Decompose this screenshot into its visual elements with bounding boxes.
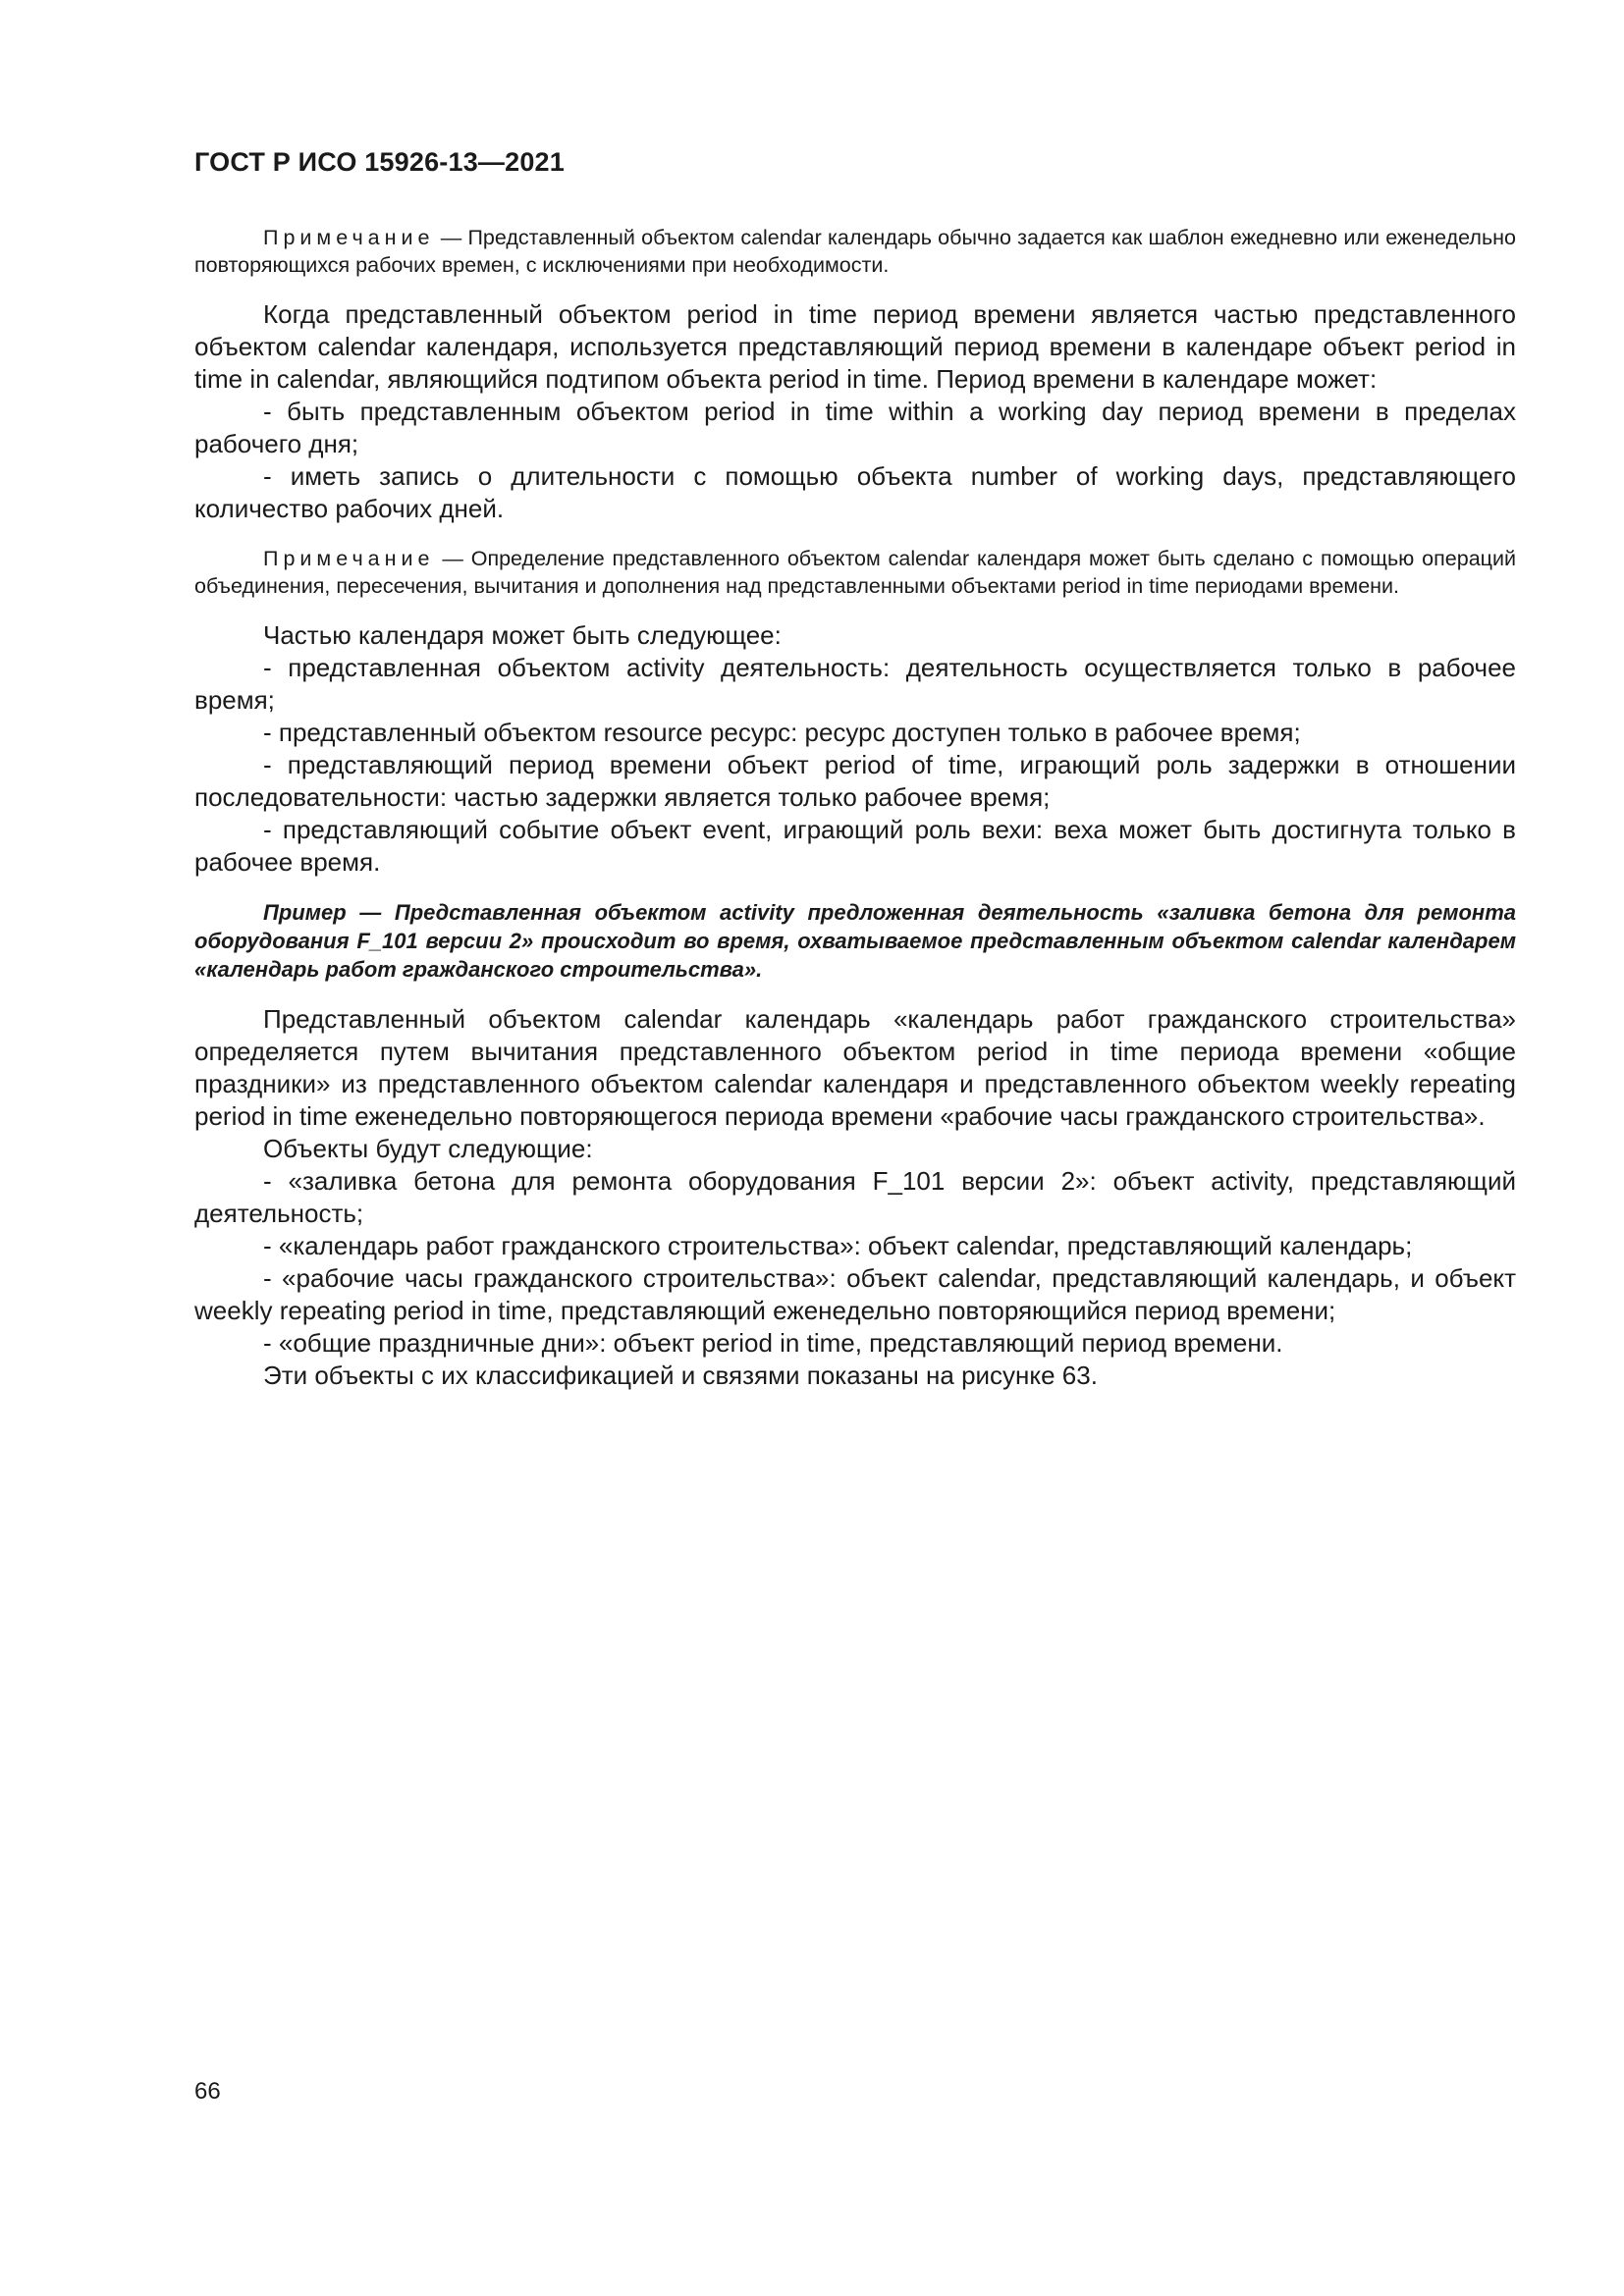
paragraph: Частью календаря может быть следующее: (263, 620, 782, 650)
note-2 (194, 545, 1516, 600)
paragraph: Представленный объектом calendar календарь «календарь работ гражданского строительства» определяется путем вычитания представленного объектом period in time периода времени «общие праздники» из представленного объектом calendar календаря и представленного объектом weekly repeating period in time еженедельно повторяющегося периода времени «рабочие часы гражданского строительства». (194, 1004, 1516, 1131)
paragraph: Объекты будут следующие: (263, 1134, 593, 1163)
list-item: - представленная объектом activity деятельность: деятельность осуществляется только в рабочее время; (194, 653, 1516, 715)
list-item: - представляющий период времени объект period of time, играющий роль задержки в отношении последовательности: частью задержки является только рабочее время; (194, 750, 1516, 812)
list-item: - представленный объектом resource ресурс: ресурс доступен только в рабочее время; (263, 718, 1301, 747)
document-body (194, 224, 1516, 1392)
list-item: - быть представленным объектом period in time within a working day период времени в пределах рабочего дня; (194, 397, 1516, 458)
note-label: Примечание (263, 226, 435, 249)
list-item: - «календарь работ гражданского строительства»: объект calendar, представляющий календарь; (263, 1231, 1413, 1260)
document-header: ГОСТ Р ИСО 15926-13—2021 (194, 147, 565, 177)
list-item: - «рабочие часы гражданского строительства»: объект calendar, представляющий календарь, и объект weekly repeating period in time, представляющий еженедельно повторяющийся период времени; (194, 1263, 1516, 1325)
note-text: — Определение представленного объектом calendar календаря может быть сделано с помощью операций объединения, пересечения, вычитания и дополнения над представленными объектами period in time периодами времени. (194, 547, 1516, 598)
page-number: 66 (194, 2078, 221, 2105)
list-item: - «заливка бетона для ремонта оборудования F_101 версии 2»: объект activity, представляющий деятельность; (194, 1166, 1516, 1228)
paragraph: Когда представленный объектом period in time период времени является частью представленного объектом calendar календаря, используется представляющий период времени в календаре объект period in time in calendar, являющийся подтипом объекта period in time. Период времени в календаре может: (194, 299, 1516, 394)
list-item: - иметь запись о длительности с помощью объекта number of working days, представляющего количество рабочих дней. (194, 461, 1516, 523)
example-block: Пример — Представленная объектом activity предложенная деятельность «заливка бетона для ремонта оборудования F_101 версии 2» происходит во время, охватываемое представленным объектом calendar календарем «календарь работ гражданского строительства». (194, 900, 1516, 982)
note-label: Примечание (263, 547, 435, 570)
list-item: - «общие праздничные дни»: объект period in time, представляющий период времени. (263, 1328, 1283, 1358)
note-1 (194, 224, 1516, 279)
paragraph: Эти объекты с их классификацией и связями показаны на рисунке 63. (263, 1361, 1098, 1390)
list-item: - представляющий событие объект event, играющий роль вехи: веха может быть достигнута только в рабочее время. (194, 815, 1516, 877)
note-text: — Представленный объектом calendar календарь обычно задается как шаблон ежедневно или еженедельно повторяющихся рабочих времен, с исключениями при необходимости. (194, 226, 1516, 277)
